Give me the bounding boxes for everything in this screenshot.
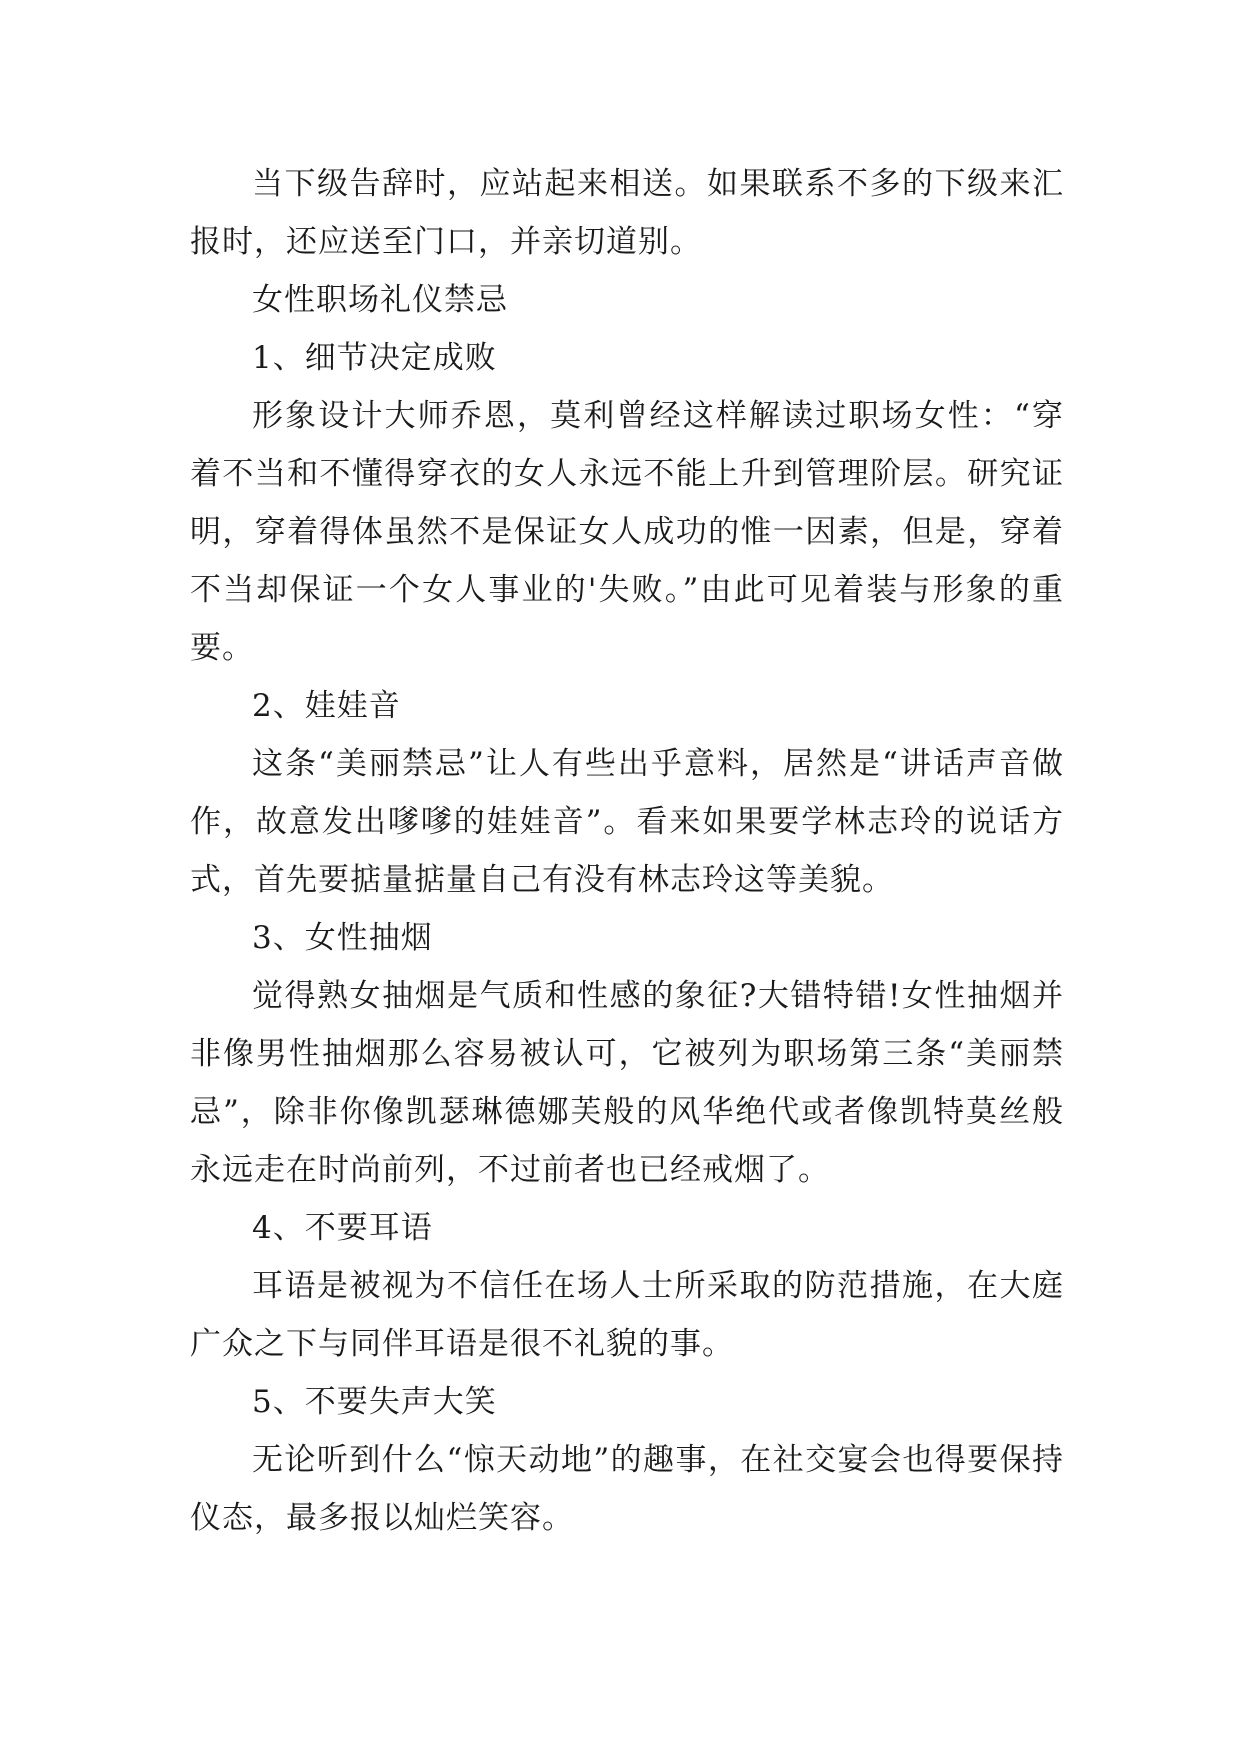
paragraph-laughter: 无论听到什么“惊天动地”的趣事，在社交宴会也得要保持仪态，最多报以灿烂笑容。	[190, 1442, 1064, 1536]
paragraph-farewell: 当下级告辞时，应站起来相送。如果联系不多的下级来汇报时，还应送至门口，并亲切道别。	[190, 166, 1064, 260]
item-heading-3: 3、女性抽烟	[252, 920, 433, 956]
paragraph-whisper: 耳语是被视为不信任在场人士所采取的防范措施，在大庭广众之下与同伴耳语是很不礼貌的事。	[190, 1268, 1064, 1362]
item-heading-2: 2、娃娃音	[252, 688, 401, 724]
document-body	[190, 155, 1064, 1547]
paragraph-details: 形象设计大师乔恩，莫利曾经这样解读过职场女性：“穿着不当和不懂得穿衣的女人永远不能上升到管理阶层。研究证明，穿着得体虽然不是保证女人成功的惟一因素，但是，穿着不当却保证一个女人事业的'失败。”由此可见着装与形象的重要。	[190, 398, 1064, 666]
paragraph-baby-voice: 这条“美丽禁忌”让人有些出乎意料，居然是“讲话声音做作，故意发出嗲嗲的娃娃音”。看来如果要学林志玲的说话方式，首先要掂量掂量自己有没有林志玲这等美貌。	[190, 746, 1064, 898]
section-title: 女性职场礼仪禁忌	[252, 282, 508, 318]
paragraph-smoking: 觉得熟女抽烟是气质和性感的象征?大错特错!女性抽烟并非像男性抽烟那么容易被认可，它被列为职场第三条“美丽禁忌”，除非你像凯瑟琳德娜芙般的风华绝代或者像凯特莫丝般永远走在时尚前列，不过前者也已经戒烟了。	[190, 978, 1064, 1188]
item-heading-5: 5、不要失声大笑	[252, 1384, 497, 1420]
item-heading-1: 1、细节决定成败	[252, 340, 497, 376]
item-heading-4: 4、不要耳语	[252, 1210, 433, 1246]
